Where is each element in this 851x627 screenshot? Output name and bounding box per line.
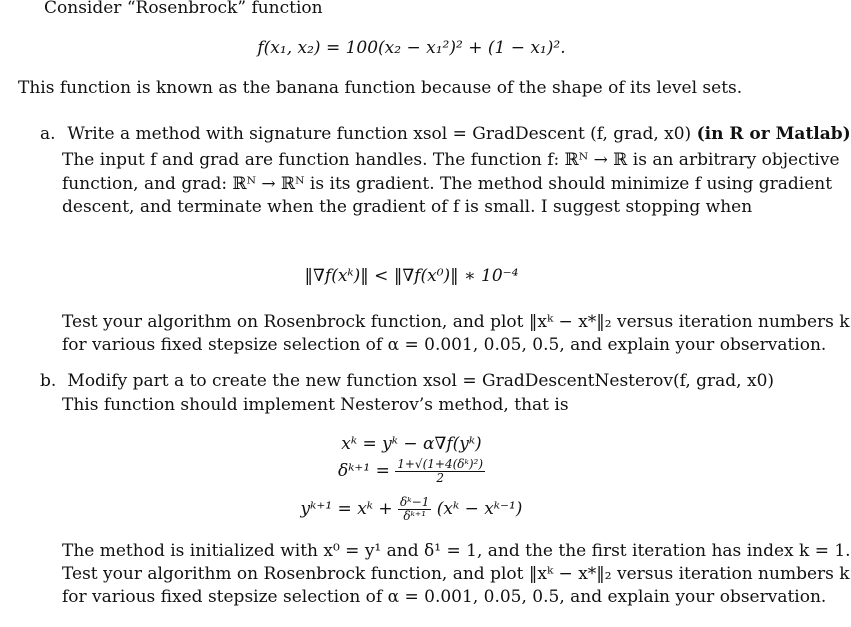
stop-criterion-equation: ‖∇f(xᵏ)‖ < ‖∇f(x⁰)‖ ∗ 10⁻⁴ — [304, 266, 519, 286]
part-a-line3: function, and grad: ℝᴺ → ℝᴺ is its gradient. The method should minimize f using gradient — [62, 174, 833, 194]
nesterov-eq2 — [0, 458, 823, 485]
part-a-line1 — [40, 123, 851, 145]
nesterov-eq3-lhs: yᵏ⁺¹ = xᵏ + — [300, 499, 393, 519]
part-a-line4: descent, and terminate when the gradient of f is small. I suggest stopping when — [62, 197, 753, 217]
rosenbrock-equation: f(x₁, x₂) = 100(x₂ − x₁²)² + (1 − x₁)². — [257, 38, 566, 58]
part-b-signature: Modify part a to create the new function xsol = GradDescentNesterov(f, grad, x0) — [67, 371, 775, 391]
nesterov-eq2-fraction — [395, 458, 485, 485]
part-b-test1: Test your algorithm on Rosenbrock function, and plot ‖xᵏ − x*‖₂ versus iteration numbers k — [62, 564, 850, 584]
nesterov-eq3-denominator: δᵏ⁺¹ — [403, 509, 427, 523]
intro-note: This function is known as the banana function because of the shape of its level sets. — [18, 78, 743, 98]
nesterov-eq3-rhs: (xᵏ − xᵏ⁻¹) — [436, 499, 523, 519]
part-a-signature: Write a method with signature function xsol = GradDescent (f, grad, x0) — [67, 124, 692, 144]
part-b-line1 — [40, 370, 774, 392]
nesterov-eq2-denominator: 2 — [436, 471, 444, 485]
part-a-line2: The input f and grad are function handles. The function f: ℝᴺ → ℝ is an arbitrary objective — [62, 150, 840, 170]
part-b-label: b. — [40, 371, 57, 391]
nesterov-eq3-fraction — [398, 496, 431, 523]
part-a-language-note: (in R or Matlab) — [696, 124, 851, 144]
part-b-init: The method is initialized with x⁰ = y¹ and δ¹ = 1, and the the first iteration has index k = 1. — [62, 541, 851, 561]
part-a-test1: Test your algorithm on Rosenbrock function, and plot ‖xᵏ − x*‖₂ versus iteration numbers k — [62, 312, 850, 332]
nesterov-eq2-lhs: δᵏ⁺¹ = — [337, 461, 390, 481]
nesterov-eq3 — [0, 496, 823, 523]
part-b-line2: This function should implement Nesterov’s method, that is — [62, 395, 569, 415]
intro-heading: Consider “Rosenbrock” function — [44, 0, 323, 18]
part-a-label: a. — [40, 124, 56, 144]
nesterov-eq2-numerator: 1+√(1+4(δᵏ)²) — [397, 457, 484, 471]
nesterov-eq3-numerator: δᵏ−1 — [400, 495, 430, 509]
nesterov-eq1: xᵏ = yᵏ − α∇f(yᵏ) — [341, 434, 482, 454]
part-a-test2: for various fixed stepsize selection of α = 0.001, 0.05, 0.5, and explain your observation. — [62, 335, 827, 355]
part-b-test2: for various fixed stepsize selection of α = 0.001, 0.05, 0.5, and explain your observation. — [62, 587, 827, 607]
